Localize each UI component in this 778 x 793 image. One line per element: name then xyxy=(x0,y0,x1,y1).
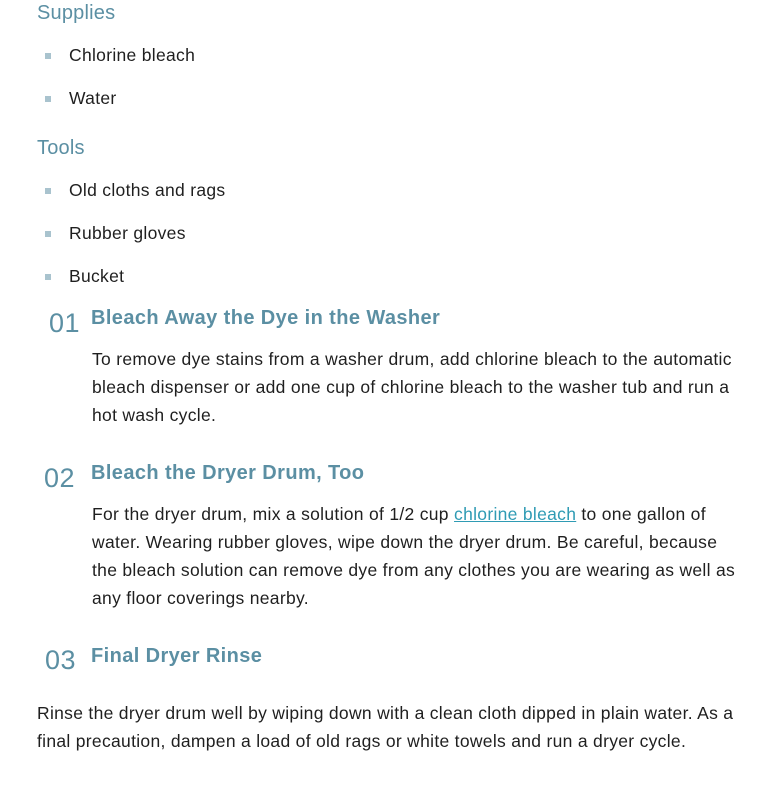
step-title: Final Dryer Rinse xyxy=(91,645,263,667)
list-item xyxy=(37,44,195,87)
list-item xyxy=(37,265,225,308)
step-body xyxy=(92,500,737,612)
list-item xyxy=(37,222,225,265)
list-item-label: Water xyxy=(69,88,117,108)
chlorine-bleach-link[interactable]: chlorine bleach xyxy=(454,504,577,524)
step-body: To remove dye stains from a washer drum, add chlorine bleach to the automatic bleach dispenser or add one cup of chlorine bleach to the washer tub and run a hot wash cycle. xyxy=(92,349,732,425)
step-title: Bleach the Dryer Drum, Too xyxy=(91,462,365,484)
square-bullet-icon xyxy=(45,231,51,237)
list-item-label: Chlorine bleach xyxy=(69,45,196,65)
square-bullet-icon xyxy=(45,188,51,194)
closing-paragraph: Rinse the dryer drum well by wiping down with a clean cloth dipped in plain water. As a final precaution, dampen a load of old rags or white towels and run a dryer cycle. xyxy=(37,703,734,751)
step-title: Bleach Away the Dye in the Washer xyxy=(91,307,441,329)
step-number: 03 xyxy=(45,645,77,675)
list-item-label: Old cloths and rags xyxy=(69,180,226,200)
list-item xyxy=(37,87,195,130)
list-item xyxy=(37,179,225,222)
supplies-list xyxy=(37,44,195,130)
square-bullet-icon xyxy=(45,96,51,102)
tools-heading: Tools xyxy=(37,137,85,159)
square-bullet-icon xyxy=(45,53,51,59)
list-item-label: Bucket xyxy=(69,266,125,286)
step-number: 02 xyxy=(44,463,76,493)
step-number: 01 xyxy=(49,308,81,338)
supplies-heading: Supplies xyxy=(37,2,116,24)
step-body-text: to one gallon of water. Wearing rubber gloves, wipe down the dryer drum. Be careful, because the bleach solution can remove dye from any clothes you are wearing as well as any floor coverings nearby. xyxy=(92,504,736,608)
step-body-text: For the dryer drum, mix a solution of 1/2 cup xyxy=(92,504,455,524)
list-item-label: Rubber gloves xyxy=(69,223,186,243)
square-bullet-icon xyxy=(45,274,51,280)
tools-list xyxy=(37,179,225,308)
